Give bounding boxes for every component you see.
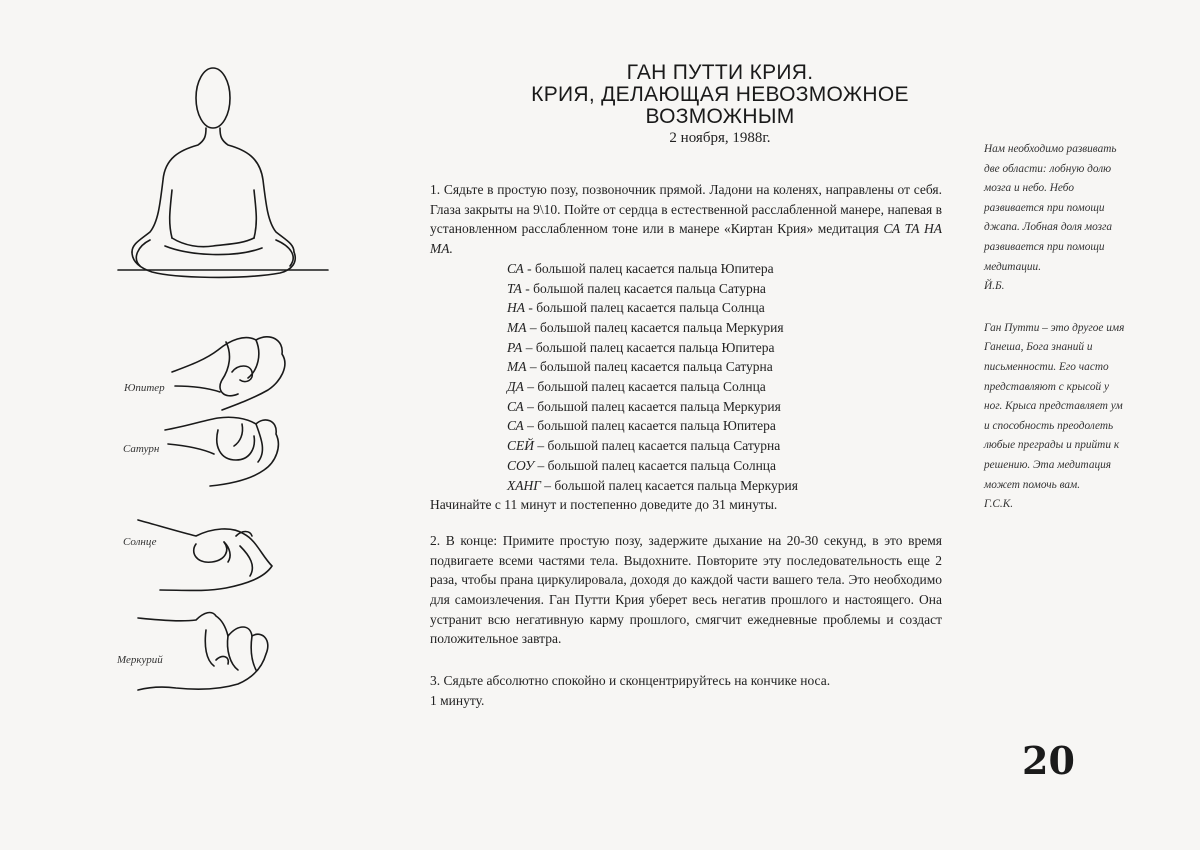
mantra-description: – большой палец касается пальца Меркурия [540, 477, 798, 493]
hand-label-saturn: Сатурн [123, 443, 160, 455]
sidenote-2-signature: Г.С.К. [984, 498, 1014, 511]
title-line-2: КРИЯ, ДЕЛАЮЩАЯ НЕВОЗМОЖНОЕ [531, 83, 909, 106]
title-line-1: ГАН ПУТТИ КРИЯ. [626, 61, 814, 84]
mantra-description: – большой палец касается пальца Юпитера [523, 418, 776, 434]
mantra-line [507, 476, 942, 496]
mantra-syllable: СА [507, 398, 524, 414]
sidenote-2: Ган Путти – это другое имя Ганеша, Бога знаний и письменности. Его часто представляют с крысой у ног. Крыса представляет ум и способность преодолеть любые преграды и прийти к решению. Эта медитация может помочь вам. [984, 321, 1125, 491]
step-3-line-1: 3. Сядьте абсолютно спокойно и сконцентрируйтесь на кончике носа. [430, 673, 831, 689]
step-2-paragraph: 2. В конце: Примите простую позу, задержите дыхание на 20-30 секунд, в это время подвигаете всеми частями тела. Выдохните. Повторите эту последовательность еще 2 раза, чтобы прана циркулировала, доходя до каждой части вашего тела. Это необходимо для самоизлечения. Ган Путти Крия уберет весь негатив прошлого и настоящего. Она устранит всю негативную карму прошлого, смягчит ежедневные проблемы и создаст положительное завтра. [430, 532, 942, 647]
mantra-syllable: РА [507, 339, 523, 355]
mantra-syllable: НА [507, 300, 525, 316]
mantra-description: – большой палец касается пальца Сатурна [526, 359, 773, 375]
mantra-line [507, 318, 942, 338]
mantra-description: - большой палец касается пальца Сатурна [521, 280, 766, 296]
mantra-description: – большой палец касается пальца Солнца [523, 379, 766, 395]
mantra-syllable: МА [507, 359, 527, 375]
mantra-line [507, 436, 942, 456]
step-1-end: Начинайте с 11 минут и постепенно доведите до 31 минуты. [430, 497, 778, 513]
page-number: 20 [1022, 738, 1075, 783]
step-1-mantra: СА ТА НА МА. [430, 221, 943, 257]
body-text [430, 180, 942, 711]
mantra-syllable: ХАНГ [507, 477, 541, 493]
mantra-syllable: ТА [507, 280, 522, 296]
hand-label-mercury: Меркурий [117, 654, 163, 666]
mantra-syllable: МА [507, 319, 527, 335]
sidenote-1: Нам необходимо развивать две области: лобную долю мозга и небо. Небо развивается при помощи джапа. Лобная доля мозга развивается при помощи медитации. [984, 143, 1117, 273]
title-block [480, 62, 960, 147]
mantra-description: - большой палец касается пальца Солнца [525, 300, 765, 316]
mantra-line [507, 377, 942, 397]
mantra-line [507, 416, 942, 436]
hand-mercury-icon [138, 613, 268, 690]
mantra-description: - большой палец касается пальца Юпитера [523, 260, 774, 276]
mantra-syllable: СА [507, 418, 524, 434]
title-date: 2 ноября, 1988г. [669, 130, 771, 146]
mantra-line [507, 298, 942, 318]
title-line-3: ВОЗМОЖНЫМ [645, 105, 795, 128]
mantra-syllable: СЕЙ [507, 438, 534, 454]
mantra-description: – большой палец касается пальца Юпитера [522, 339, 775, 355]
mantra-line [507, 456, 942, 476]
mantra-line [507, 279, 942, 299]
illustrations [0, 0, 400, 850]
step-1-text: 1. Сядьте в простую позу, позвоночник прямой. Ладони на коленях, направлены от себя. Глаза закрыты на 9\10. Пойте от сердца в естественной расслабленной манере, напевая в установленном расслабленном тоне или в манере «Киртан Крия» медитация [430, 182, 942, 237]
mantra-description: – большой палец касается пальца Меркурия [526, 319, 784, 335]
mantra-line [507, 397, 942, 417]
mantra-syllable: СОУ [507, 457, 535, 473]
hand-sun-icon [138, 520, 272, 591]
mantra-list [507, 259, 942, 495]
hand-jupiter-icon [172, 337, 285, 410]
mantra-description: – большой палец касается пальца Солнца [534, 457, 777, 473]
step-1-paragraph [430, 180, 942, 259]
mantra-syllable: СА [507, 260, 524, 276]
hand-label-jupiter: Юпитер [124, 382, 165, 394]
mantra-description: – большой палец касается пальца Сатурна [534, 438, 781, 454]
mantra-line [507, 338, 942, 358]
step-3-line-2: 1 минуту. [430, 692, 485, 708]
hand-label-sun: Солнце [123, 536, 157, 548]
meditating-figure-icon [118, 68, 328, 277]
mantra-line [507, 357, 942, 377]
sidenote [984, 140, 1129, 515]
mantra-syllable: ДА [507, 379, 524, 395]
sidenote-1-signature: Й.Б. [984, 280, 1005, 293]
mantra-description: – большой палец касается пальца Меркурия [523, 398, 781, 414]
hand-saturn-icon [165, 417, 278, 486]
mantra-line [507, 259, 942, 279]
